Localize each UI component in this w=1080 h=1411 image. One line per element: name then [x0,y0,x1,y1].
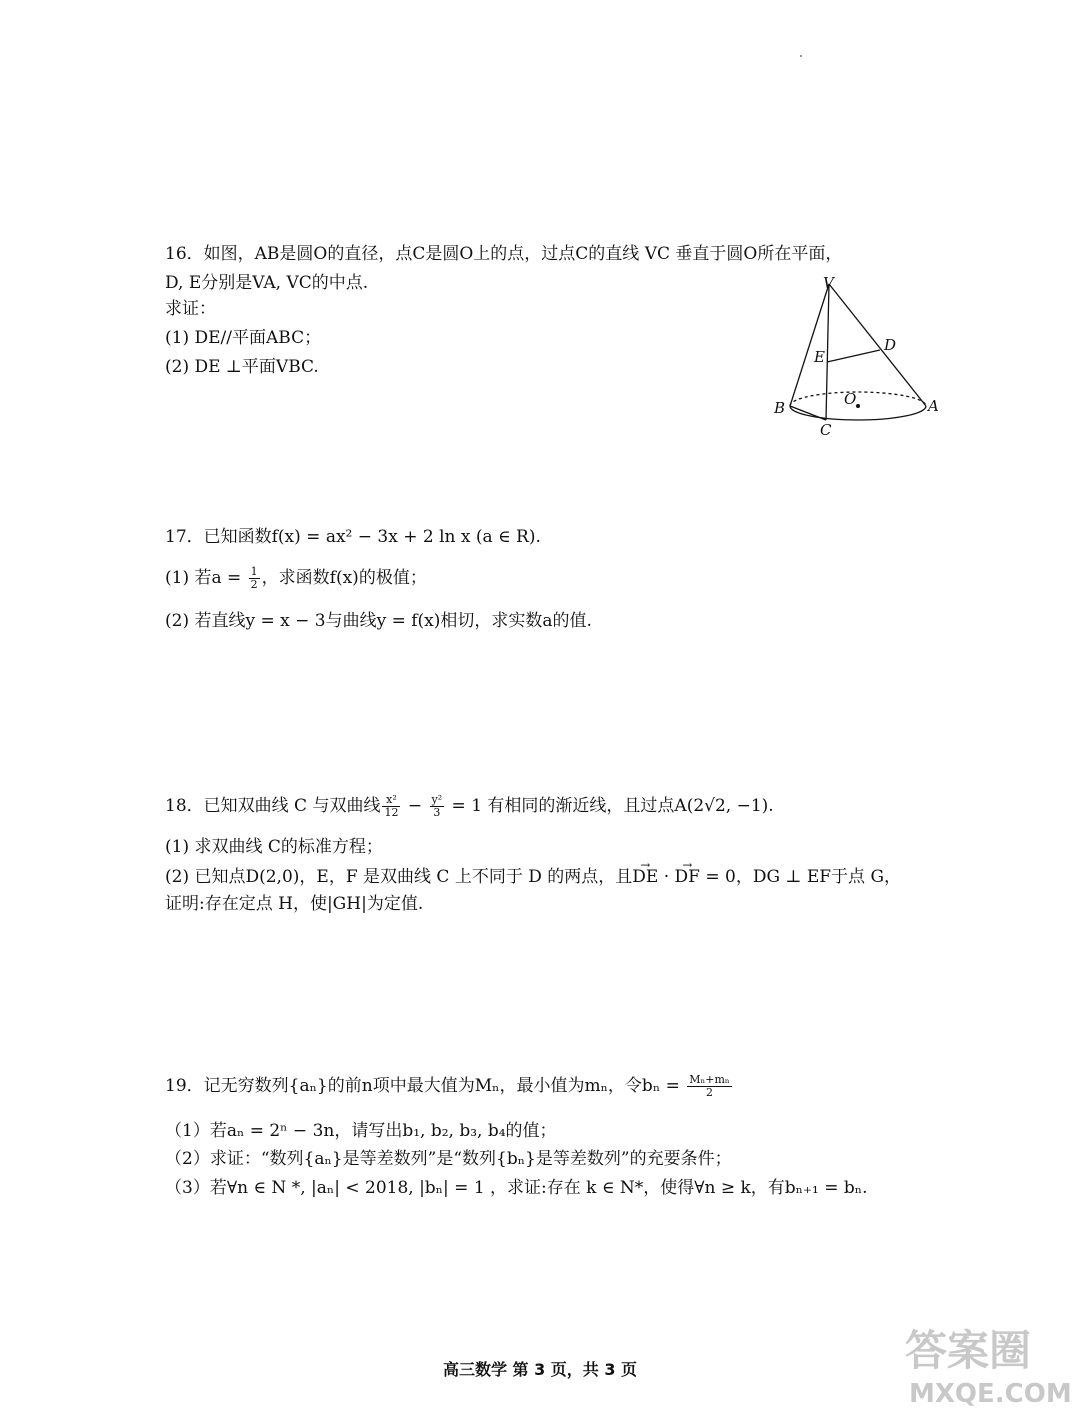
q16-line4: (1) DE//平面ABC； [165,328,322,348]
q18-vector-de: → DE [632,866,658,888]
q18-line1 [165,794,774,819]
page-footer: 高三数学 第 3 页，共 3 页 [442,1360,638,1379]
q19-line1 [165,1074,734,1099]
q17-line1: 17．已知函数f(x) = ax² − 3x + 2 ln x (a ∈ R). [165,527,541,547]
q19-fraction [687,1074,731,1099]
q18-line1-pre: 18．已知双曲线 C 与双曲线 [165,796,381,816]
q19-line4: （3）若∀n ∈ N *, |aₙ| < 2018, |bₙ| = 1 ，求证:存在 k ∈ N*，使得∀n ≥ k，有bₙ₊₁ = bₙ. [165,1178,868,1198]
q17-line2-pre: (1) 若a = [165,568,247,588]
q18-line3-post: = 0，DG ⊥ EF于点 G， [699,867,902,887]
q18-frac-y [430,794,445,819]
q18-line4: 证明:存在定点 H，使|GH|为定值. [165,894,424,914]
center-point [856,404,860,408]
label-e: E [814,348,825,366]
q17-line2-post: ，求函数f(x)的极值； [261,568,427,588]
q19-line3: （2）求证：“数列{aₙ}是等差数列”是“数列{bₙ}是等差数列”的充要条件； [165,1149,732,1169]
label-d: D [884,336,897,354]
watermark-line2: MXQE.COM [909,1379,1072,1409]
q16-line1: 16．如图，AB是圆O的直径，点C是圆O上的点，过点C的直线 VC 垂直于圆O所在平面， [165,244,843,264]
q17-frac-num: 1 [250,565,258,578]
q19-frac-num: Mₙ+mₙ [689,1073,730,1086]
q19-line1-pre: 19．记无穷数列{aₙ}的前n项中最大值为Mₙ，最小值为mₙ，令bₙ = [165,1076,686,1096]
cone-figure [770,270,960,445]
scan-speck [800,55,802,57]
label-c: C [820,421,832,439]
q18-frac2-den: 3 [433,806,441,819]
q16-line2: D, E分别是VA, VC的中点. [165,273,369,293]
label-o: O [844,390,857,408]
q16-line3: 求证： [165,299,216,319]
label-v: V [823,274,834,292]
q17-line3: (2) 若直线y = x − 3与曲线y = f(x)相切，求实数a的值. [165,611,592,631]
q18-line3-pre: (2) 已知点D(2,0)，E，F 是双曲线 C 上不同于 D 的两点，且 [165,867,633,887]
q18-frac1-num: x² [382,794,400,807]
q18-frac1-den: 12 [384,806,399,819]
q18-minus: − [402,796,428,816]
q18-frac-x [382,794,400,819]
q17-frac-den: 2 [250,578,258,591]
q18-line1-post: = 1 有相同的渐近线，且过点A(2√2, −1). [446,796,774,816]
q18-dot-operator: · [658,867,675,887]
q17-line2 [165,566,427,591]
q19-frac-den: 2 [705,1086,713,1099]
q18-frac2-num: y² [431,793,443,806]
label-b: B [774,399,786,417]
q18-line2: (1) 求双曲线 C的标准方程； [165,837,383,857]
q17-half-fraction [249,566,260,591]
watermark-logo [895,1310,1080,1410]
q18-vector-df: → DF [675,866,700,888]
q16-line5: (2) DE ⊥平面VBC. [165,357,319,377]
label-a: A [928,397,939,415]
q19-line2: （1）若aₙ = 2ⁿ − 3n，请写出b₁, b₂, b₃, b₄的值； [165,1121,557,1141]
q18-line3 [165,866,901,888]
watermark-line1: 答案圈 [905,1326,1032,1375]
